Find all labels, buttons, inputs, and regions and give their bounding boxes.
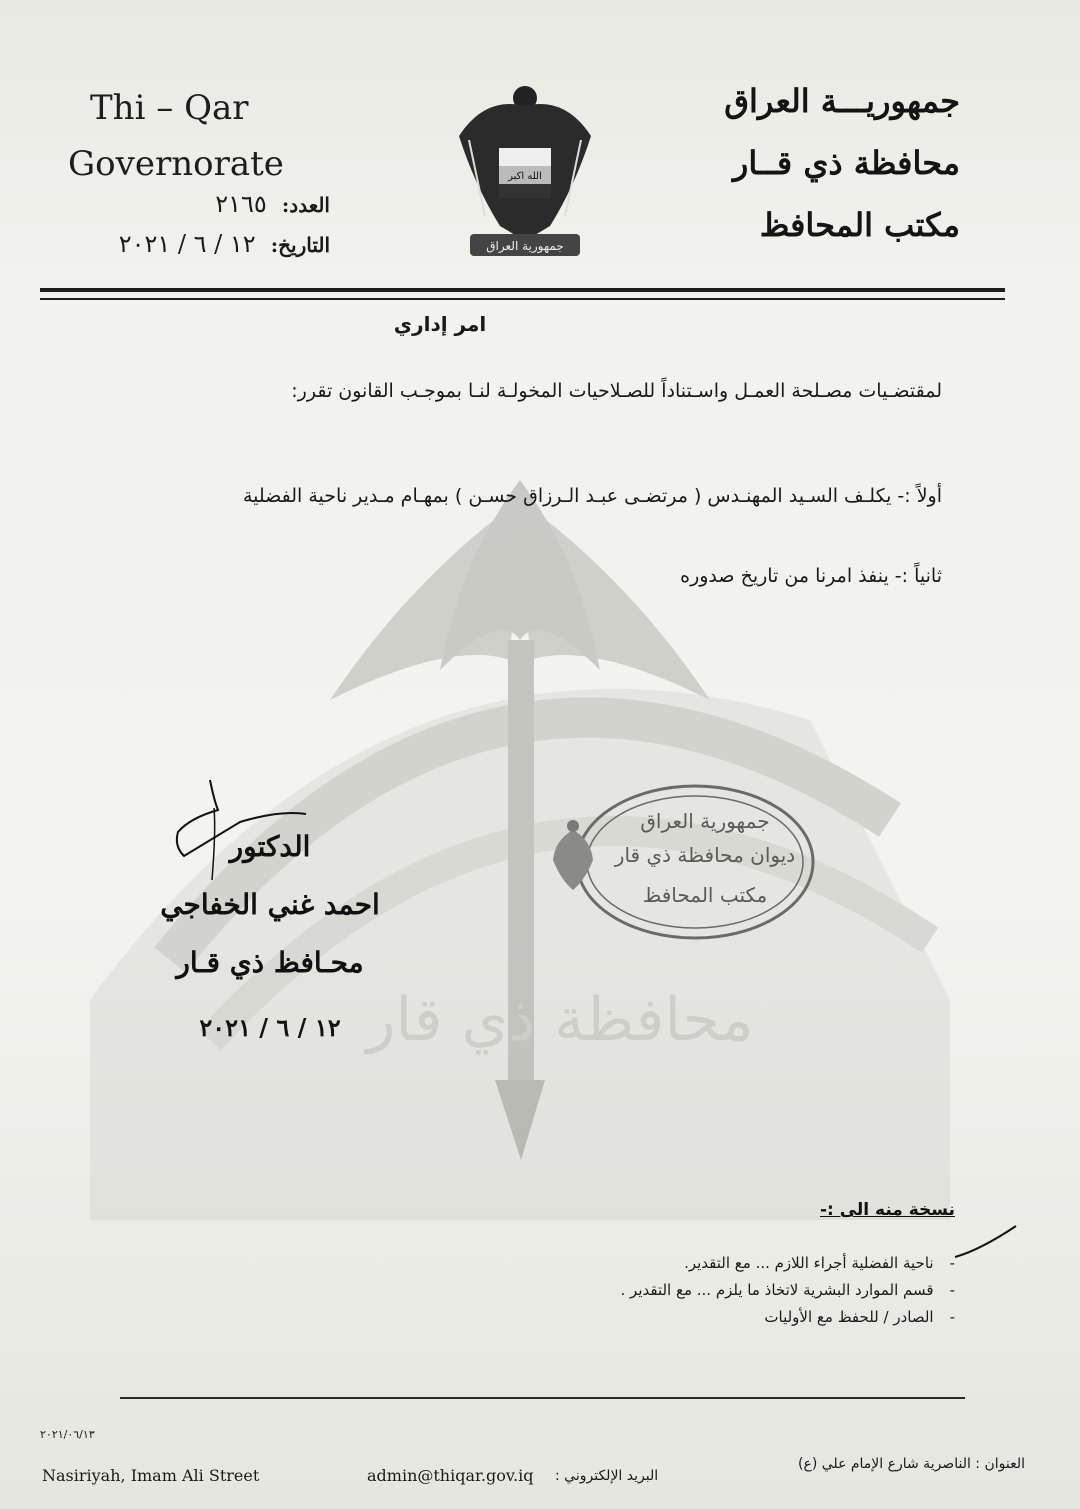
emblem-flag-text: الله اكبر	[508, 171, 542, 182]
english-header-line-1: Thi – Qar	[90, 88, 249, 128]
signatory-name: احمد غني الخفاجي	[160, 888, 380, 921]
office-stamp	[545, 780, 815, 945]
signature-date: ١٢ / ٦ / ٢٠٢١	[199, 1013, 341, 1042]
reference-number-value: ٢١٦٥	[215, 190, 267, 218]
iraq-emblem-icon	[455, 76, 595, 261]
emblem-caption: جمهورية العراق	[486, 239, 564, 253]
arabic-header-country: جمهوريـــة العراق	[724, 82, 960, 120]
pen-check-mark	[950, 1222, 1020, 1262]
copies-list	[621, 1250, 956, 1331]
print-date: ٢٠٢١/٠٦/١٣	[40, 1428, 95, 1441]
reference-date-label: التاريخ:	[270, 233, 330, 257]
watermark-text: محافظة ذي قار	[366, 985, 754, 1055]
order-item-first: أولاً :- يكلـف السـيد المهنـدس ( مرتضـى عبـد الـرزاق حسـن ) بمهـام مـدير ناحية الفضلية	[242, 485, 942, 507]
order-title: امر إداري	[393, 312, 487, 336]
order-intro: لمقتضـيات مصـلحة العمـل واسـتناداً للصـلاحيات المخولـة لنـا بموجـب القانون تقرر:	[291, 380, 942, 402]
signatory-title: الدكتور	[229, 830, 311, 863]
reference-date-value: ١٢ / ٦ / ٢٠٢١	[118, 230, 256, 258]
footer-address-arabic: العنوان : الناصرية شارع الإمام علي (ع)	[798, 1456, 1025, 1472]
reference-number-label: العدد:	[281, 193, 330, 217]
arabic-header-governorate: محافظة ذي قــار	[732, 144, 960, 182]
signatory-position: محـافظ ذي قـار	[176, 946, 364, 979]
copies-heading: نسخة منه الى :-	[819, 1200, 955, 1220]
arabic-header-office: مكتب المحافظ	[759, 206, 960, 244]
footer-address-english: Nasiriyah, Imam Ali Street	[42, 1466, 260, 1485]
reference-number	[70, 190, 330, 218]
stamp-line-2: ديوان محافظة ذي قار	[614, 843, 796, 867]
header-divider	[40, 288, 1005, 292]
english-header	[68, 80, 284, 192]
english-header-line-2: Governorate	[68, 144, 284, 184]
reference-date	[70, 230, 330, 258]
footer-email: admin@thiqar.gov.iq	[367, 1466, 534, 1485]
footer-email-label: البريد الإلكتروني :	[555, 1468, 659, 1484]
copies-list-item: - ناحية الفضلية أجراء اللازم ... مع التقدير.	[621, 1250, 956, 1277]
copies-list-item: - الصادر / للحفظ مع الأوليات	[621, 1304, 956, 1331]
arabic-header	[724, 70, 960, 256]
footer-divider	[120, 1397, 965, 1399]
order-item-second: ثانياً :- ينفذ امرنا من تاريخ صدوره	[680, 565, 942, 587]
stamp-line-3: مكتب المحافظ	[642, 883, 768, 907]
copies-list-item: - قسم الموارد البشرية لاتخاذ ما يلزم ... مع التقدير .	[621, 1277, 956, 1304]
stamp-line-1: جمهورية العراق	[640, 809, 770, 833]
header-divider-thin	[40, 298, 1005, 300]
signature-block	[120, 818, 420, 1048]
